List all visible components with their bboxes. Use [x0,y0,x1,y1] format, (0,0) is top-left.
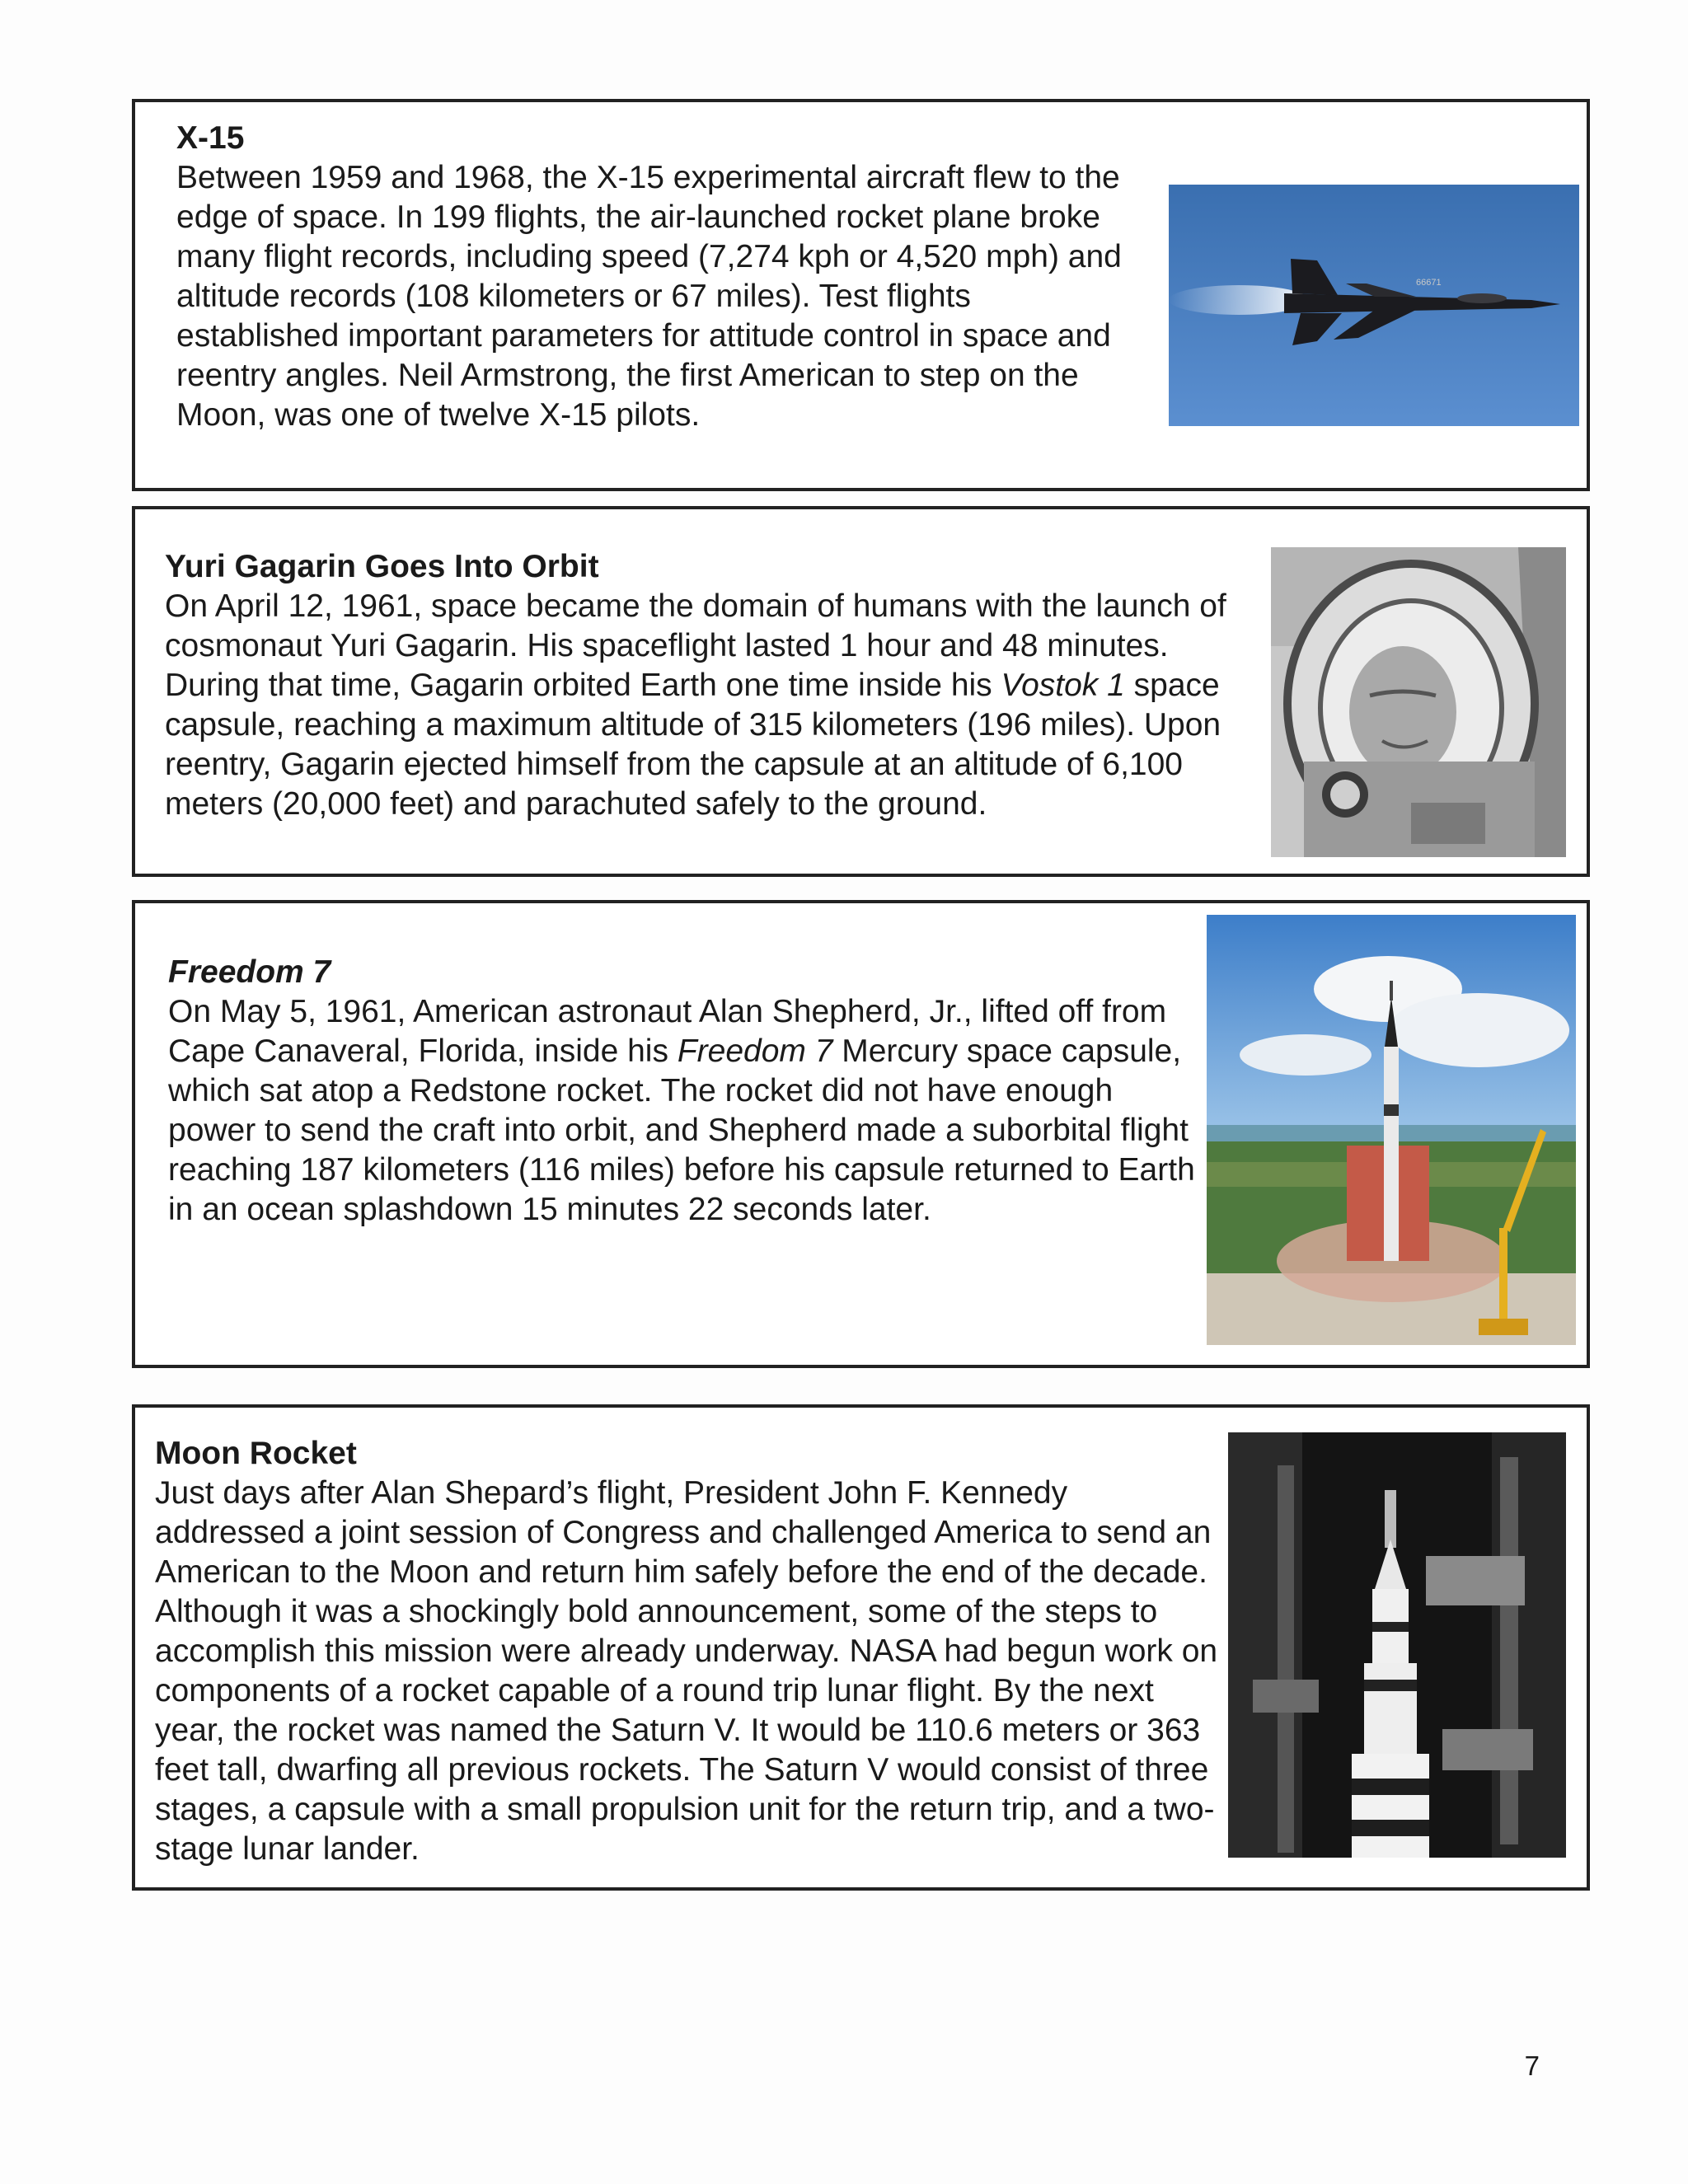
card-moon-rocket-text [155,1434,1226,1869]
freedom7-launch-photo [1207,915,1576,1345]
card-gagarin-text [165,547,1236,824]
card-x15-text [176,119,1141,435]
card-gagarin-title: Yuri Gagarin Goes Into Orbit [165,549,599,584]
card-gagarin-body: On April 12, 1961, space became the domain of humans with the launch of cosmonaut Yuri Gagarin. His spaceflight lasted 1 hour and 48 minutes. During that time, Gagarin orbited Earth one time inside his Vostok 1 space capsule, reaching a maximum altitude of 315 kilometers (196 miles). Upon reentry, Gagarin ejected himself from the capsule at an altitude of 6,100 meters (20,000 feet) and parachuted safely to the ground. [165,588,1226,822]
freedom7-name: Freedom 7 [677,1033,833,1069]
card-gagarin [132,506,1590,877]
card-moon-rocket [132,1404,1590,1891]
aircraft-marking: 66671 [1416,278,1442,288]
card-x15-body: Between 1959 and 1968, the X-15 experimental aircraft flew to the edge of space. In 199 flights, the air-launched rocket plane broke many flight records, including speed (7,274 kph or 4,520 mph) and altitude records (108 kilometers or 67 miles). Test flights established important parameters for attitude control in space and reentry angles. Neil Armstrong, the first American to step on the Moon, was one of twelve X-15 pilots. [176,160,1122,433]
page-number: 7 [1524,2050,1540,2081]
card-freedom7-title: Freedom 7 [168,954,331,990]
card-moon-rocket-title: Moon Rocket [155,1436,357,1471]
saturn-v-photo [1228,1432,1566,1858]
card-x15-title: X-15 [176,120,245,156]
card-freedom7-body: On May 5, 1961, American astronaut Alan Shepherd, Jr., lifted off from Cape Canaveral, Florida, inside his Freedom 7 Mercury space capsule, which sat atop a Redstone rocket. The rocket did not have enough power to send the craft into orbit, and Shepherd made a suborbital flight reaching 187 kilometers (116 miles) before his capsule returned to Earth in an ocean splashdown 15 minutes 22 seconds later. [168,994,1195,1227]
card-freedom7-text [168,953,1198,1230]
card-freedom7 [132,900,1590,1368]
x15-aircraft-photo [1169,185,1579,426]
vostok-name: Vostok 1 [1001,668,1125,703]
gagarin-photo [1271,547,1566,857]
card-x15 [132,99,1590,491]
card-moon-rocket-body: Just days after Alan Shepard’s flight, President John F. Kennedy addressed a joint session of Congress and challenged America to send an American to the Moon and return him safely before the end of the decade. Although it was a shockingly bold announcement, some of the steps to accomplish this mission were already underway. NASA had begun work on components of a rocket capable of a round trip lunar flight. By the next year, the rocket was named the Saturn V. It would be 110.6 meters or 363 feet tall, dwarfing all previous rockets. The Saturn V would consist of three stages, a capsule with a small propulsion unit for the return trip, and a two-stage lunar lander. [155,1475,1218,1867]
